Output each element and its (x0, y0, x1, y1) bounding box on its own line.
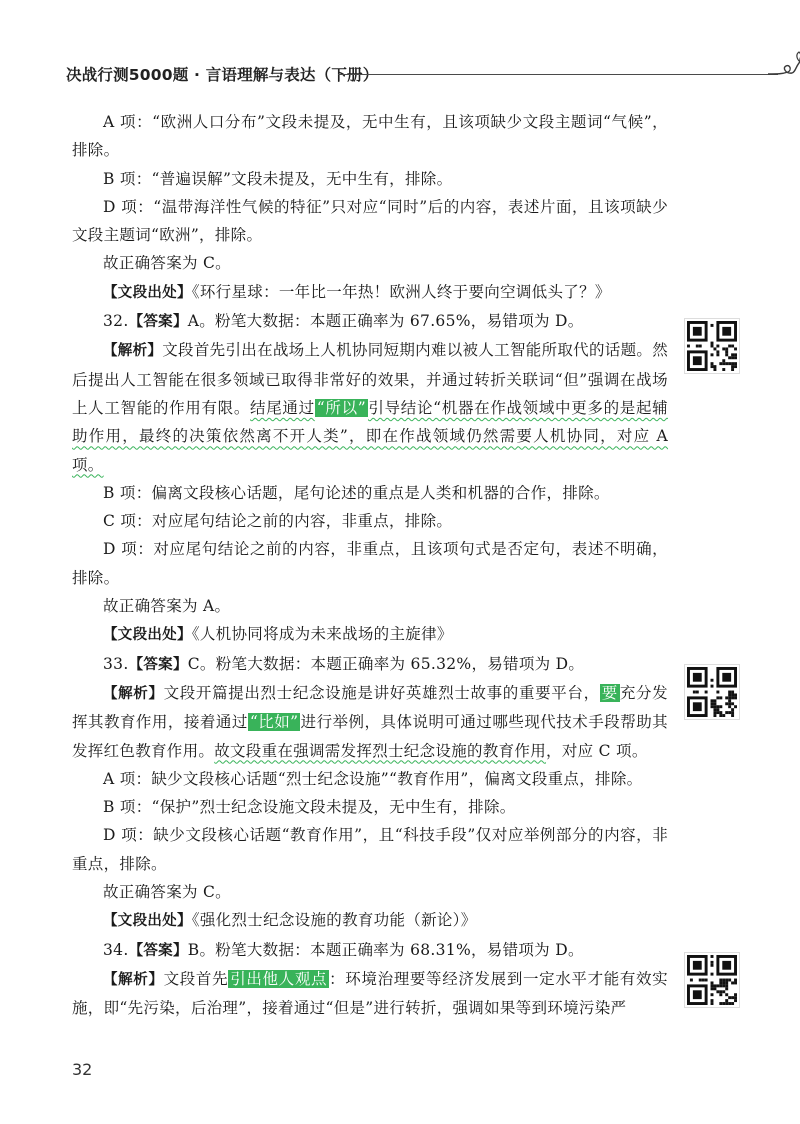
q33-answer-text: C。粉笔大数据：本题正确率为 65.32%，易错项为 D。 (187, 654, 585, 673)
q33-analysis-3: 进行举例，具体说明可通过哪些现代技术手段帮助其发挥红色教育作用。 (72, 713, 668, 760)
q33-source-title: 《强化烈士纪念设施的教育功能（新论）》 (191, 911, 477, 930)
q33-highlight-keyword-2: “比如” (249, 713, 299, 732)
analysis-label: 【解析】 (103, 343, 163, 360)
q32-analysis-2: 结尾通过 (250, 398, 315, 417)
q33-analysis-1: 文段开篇提出烈士纪念设施是讲好英雄烈士故事的重要平台， (163, 683, 600, 702)
q31-option-d: D 项：“温带海洋性气候的特征”只对应“同时”后的内容，表述片面，且该项缺少文段主题词“欧洲”，排除。 (72, 197, 668, 245)
q31-option-b: B 项：“普遍误解”文段未提及，无中生有，排除。 (103, 169, 453, 188)
q32-option-d: D 项：对应尾句结论之前的内容，非重点，且该项句式是否定句，表述不明确，排除。 (72, 540, 668, 587)
q33-highlight-keyword-1: 要 (601, 683, 618, 702)
q32-highlight-keyword: “所以” (316, 398, 367, 417)
q33-source (72, 906, 668, 935)
q31-conclusion: 故正确答案为 C。 (103, 254, 231, 273)
q33-option-d: D 项：缺少文段核心话题“教育作用”，且“科技手段”仅对应举例部分的内容，非重点，排除。 (72, 826, 668, 873)
q31-source-title: 《环行星球：一年比一年热！欧洲人终于要向空调低头了？》 (191, 282, 611, 301)
vine-icon (766, 50, 800, 86)
q32-conclusion: 故正确答案为 A。 (103, 597, 231, 616)
q32-answer-text: A。粉笔大数据：本题正确率为 67.65%，易错项为 D。 (187, 312, 584, 331)
header-rule (338, 74, 778, 75)
q34-highlight-keyword: 引出他人观点 (230, 969, 328, 988)
q33-analysis (72, 679, 668, 765)
q33-conclusion: 故正确答案为 C。 (103, 883, 231, 902)
q31-source (72, 278, 668, 307)
page-content (72, 108, 668, 1023)
q34-number: 34. (103, 940, 129, 959)
book-title: 决战行测5000题 · 言语理解与表达（下册） (66, 66, 379, 84)
q34-answer (72, 936, 668, 965)
answer-label: 【答案】 (128, 942, 188, 959)
qr-code-icon[interactable] (684, 664, 740, 720)
q34-analysis-2: ：环境治理要等经济发展到一定水平才能有效实施，即“先污染，后治理”，接着通过“但是”进行转折，强调如果等到环境污染严 (72, 969, 668, 1018)
q32-analysis-3: 引导结论“机器在作战领域中更多的是起辅助作用，最终的决策依然离不开人类”，即在作战领域仍然需要人机协同，对应 A 项。 (72, 398, 668, 474)
q32-option-c: C 项：对应尾句结论之前的内容，非重点，排除。 (103, 512, 453, 531)
answer-label: 【答案】 (128, 314, 188, 331)
q34-analysis-1: 文段首先 (163, 969, 229, 988)
q33-answer (72, 650, 668, 679)
q34-answer-text: B。粉笔大数据：本题正确率为 68.31%，易错项为 D。 (187, 940, 584, 959)
source-label: 【文段出处】 (103, 627, 192, 644)
q32-source (72, 620, 668, 649)
q33-option-b: B 项：“保护”烈士纪念设施文段未提及，无中生有，排除。 (103, 798, 516, 817)
qr-code-icon[interactable] (684, 318, 740, 374)
q34-analysis (72, 965, 668, 1023)
q33-analysis-5: ，对应 C 项。 (546, 741, 648, 760)
page-number: 32 (72, 1060, 93, 1079)
analysis-label: 【解析】 (103, 685, 164, 702)
q33-number: 33. (103, 654, 129, 673)
q32-source-title: 《人机协同将成为未来战场的主旋律》 (191, 625, 453, 644)
q33-analysis-2: 充分发挥其教育作用，接着通过 (72, 683, 668, 732)
q32-analysis (72, 336, 668, 478)
q32-option-b: B 项：偏离文段核心话题，尾句论述的重点是人类和机器的合作，排除。 (103, 483, 610, 502)
q33-analysis-4: 故文段重在强调需发挥烈士纪念设施的教育作用 (214, 741, 547, 760)
analysis-label: 【解析】 (103, 971, 164, 988)
answer-label: 【答案】 (128, 656, 188, 673)
q33-option-a: A 项：缺少文段核心话题“烈士纪念设施”“教育作用”，偏离文段重点，排除。 (103, 769, 643, 788)
qr-code-icon[interactable] (684, 952, 740, 1008)
source-label: 【文段出处】 (103, 913, 192, 930)
q32-number: 32. (103, 312, 129, 331)
source-label: 【文段出处】 (103, 284, 192, 301)
page-header (66, 62, 746, 88)
q31-option-a: A 项：“欧洲人口分布”文段未提及，无中生有，且该项缺少文段主题词“气候”，排除。 (72, 113, 668, 160)
q32-answer (72, 307, 668, 336)
q32-analysis-1: 文段首先引出在战场上人机协同短期内难以被人工智能所取代的话题。然后提出人工智能在很多领域已取得非常好的效果，并通过转折关联词“但”强调在战场上人工智能的作用有限。 (72, 341, 669, 417)
